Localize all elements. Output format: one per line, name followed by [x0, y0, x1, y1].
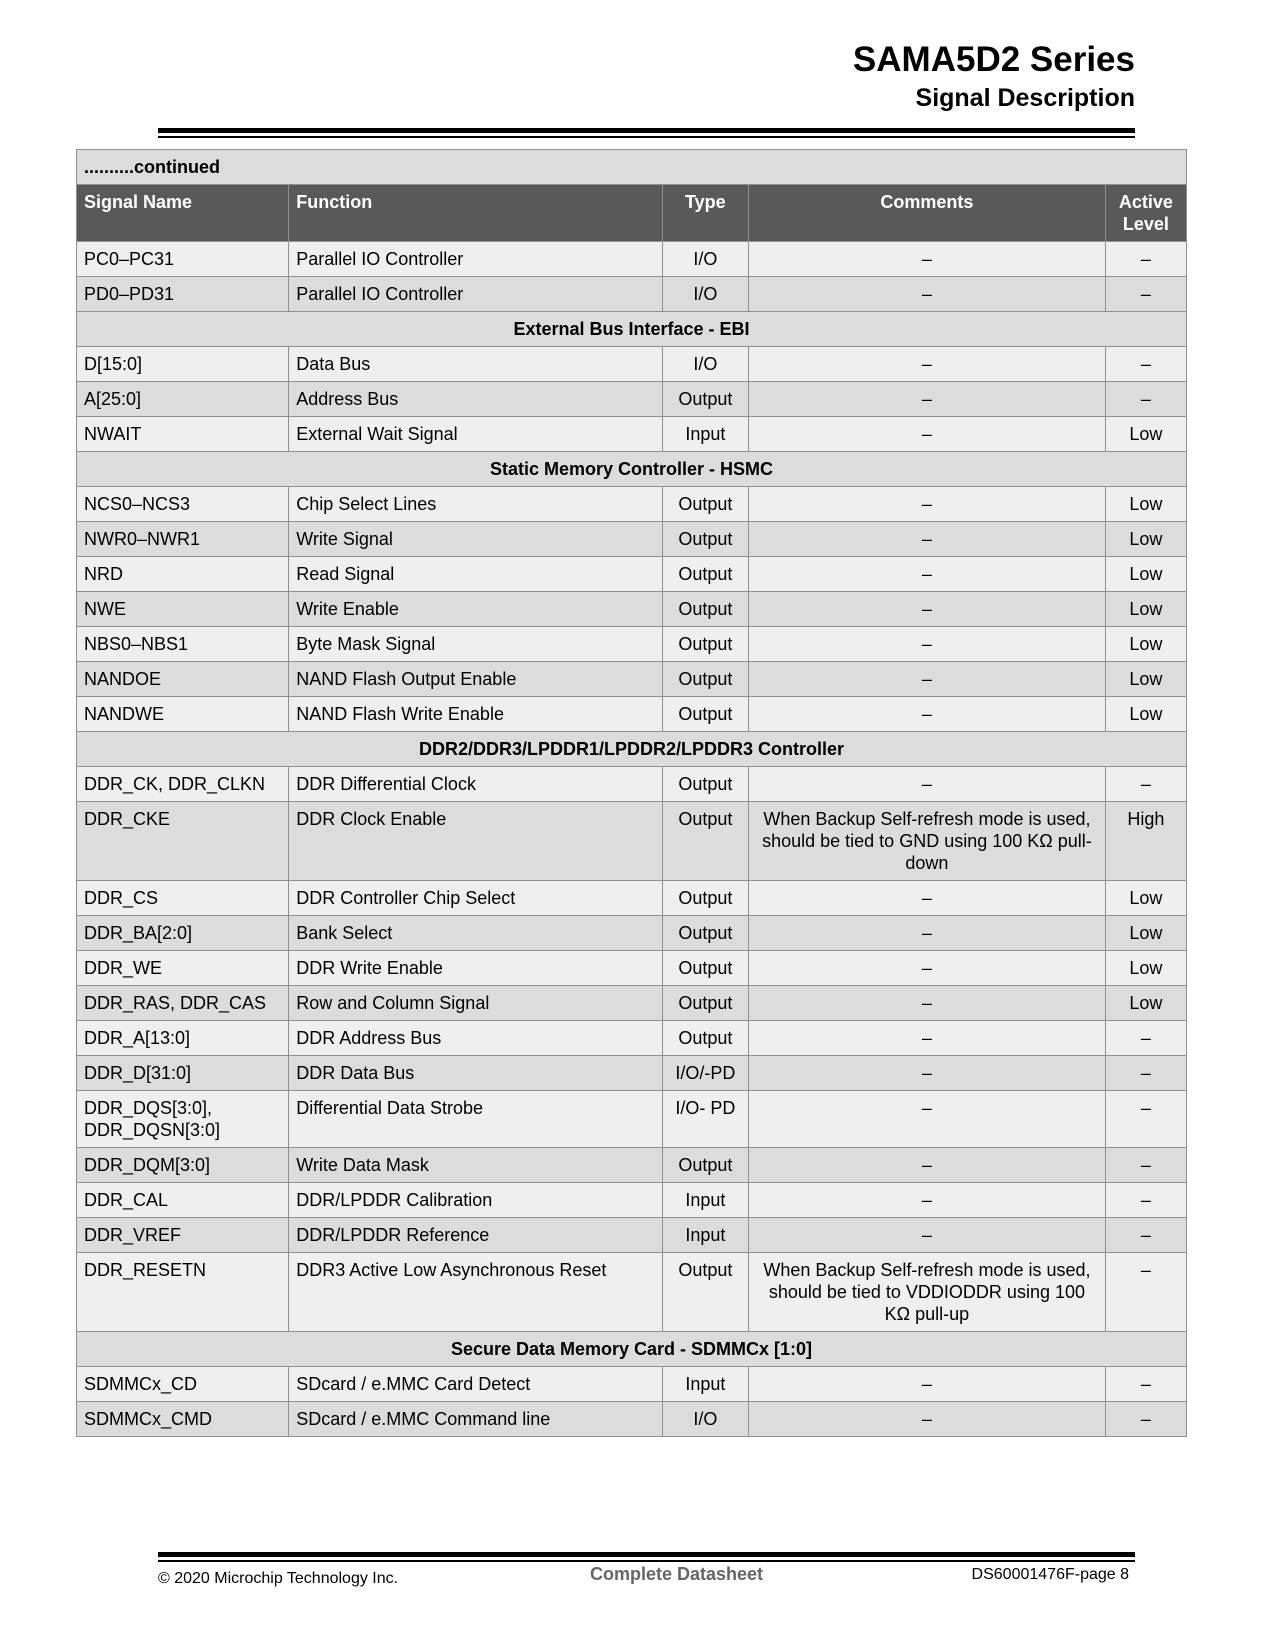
cell-signal-name: DDR_CS: [77, 881, 289, 916]
cell-function: Bank Select: [289, 916, 662, 951]
cell-comments: –: [749, 1021, 1106, 1056]
table-row: [77, 277, 1187, 312]
table-row: [77, 347, 1187, 382]
cell-type: Output: [662, 881, 748, 916]
cell-active-level: Low: [1105, 592, 1186, 627]
section-title: Secure Data Memory Card - SDMMCx [1:0]: [77, 1332, 1187, 1367]
cell-function: DDR Differential Clock: [289, 767, 662, 802]
cell-type: Input: [662, 1367, 748, 1402]
column-header-function: Function: [289, 185, 662, 242]
cell-function: Differential Data Strobe: [289, 1091, 662, 1148]
cell-comments: –: [749, 1402, 1106, 1437]
cell-active-level: –: [1105, 1021, 1186, 1056]
table-row: [77, 1148, 1187, 1183]
cell-type: I/O: [662, 347, 748, 382]
cell-function: Write Signal: [289, 522, 662, 557]
table-row: [77, 417, 1187, 452]
cell-comments: –: [749, 557, 1106, 592]
section-header-row: [77, 452, 1187, 487]
table-row: [77, 627, 1187, 662]
cell-signal-name: DDR_VREF: [77, 1218, 289, 1253]
cell-function: Parallel IO Controller: [289, 242, 662, 277]
table-row: [77, 697, 1187, 732]
section-header-row: [77, 1332, 1187, 1367]
cell-type: Output: [662, 627, 748, 662]
cell-comments: –: [749, 522, 1106, 557]
cell-signal-name: DDR_RAS, DDR_CAS: [77, 986, 289, 1021]
cell-signal-name: DDR_BA[2:0]: [77, 916, 289, 951]
cell-active-level: –: [1105, 1183, 1186, 1218]
cell-function: DDR Address Bus: [289, 1021, 662, 1056]
cell-comments: –: [749, 1183, 1106, 1218]
table-row: [77, 1091, 1187, 1148]
cell-comments: When Backup Self-refresh mode is used, should be tied to GND using 100 KΩ pull-down: [749, 802, 1106, 881]
cell-comments: –: [749, 881, 1106, 916]
cell-type: Output: [662, 662, 748, 697]
cell-signal-name: PC0–PC31: [77, 242, 289, 277]
cell-active-level: Low: [1105, 417, 1186, 452]
cell-comments: –: [749, 277, 1106, 312]
table-row: [77, 986, 1187, 1021]
cell-signal-name: DDR_RESETN: [77, 1253, 289, 1332]
cell-type: Output: [662, 986, 748, 1021]
cell-comments: –: [749, 1148, 1106, 1183]
cell-signal-name: A[25:0]: [77, 382, 289, 417]
cell-function: DDR/LPDDR Reference: [289, 1218, 662, 1253]
cell-signal-name: PD0–PD31: [77, 277, 289, 312]
table-row: [77, 916, 1187, 951]
table-row: [77, 951, 1187, 986]
table-row: [77, 1056, 1187, 1091]
cell-type: Output: [662, 382, 748, 417]
cell-active-level: –: [1105, 242, 1186, 277]
cell-comments: –: [749, 1091, 1106, 1148]
cell-signal-name: DDR_DQS[3:0], DDR_DQSN[3:0]: [77, 1091, 289, 1148]
column-header-type: Type: [662, 185, 748, 242]
cell-function: DDR3 Active Low Asynchronous Reset: [289, 1253, 662, 1332]
cell-type: Output: [662, 802, 748, 881]
cell-function: DDR Write Enable: [289, 951, 662, 986]
cell-function: DDR Clock Enable: [289, 802, 662, 881]
cell-active-level: –: [1105, 1218, 1186, 1253]
cell-signal-name: NRD: [77, 557, 289, 592]
cell-type: Output: [662, 487, 748, 522]
cell-type: I/O- PD: [662, 1091, 748, 1148]
cell-signal-name: SDMMCx_CMD: [77, 1402, 289, 1437]
cell-type: Output: [662, 557, 748, 592]
table-row: [77, 1253, 1187, 1332]
table-row: [77, 592, 1187, 627]
cell-signal-name: DDR_WE: [77, 951, 289, 986]
column-header-signal-name: Signal Name: [77, 185, 289, 242]
column-header-comments: Comments: [749, 185, 1106, 242]
cell-comments: –: [749, 986, 1106, 1021]
cell-comments: –: [749, 487, 1106, 522]
cell-active-level: Low: [1105, 881, 1186, 916]
cell-active-level: –: [1105, 1091, 1186, 1148]
cell-function: Address Bus: [289, 382, 662, 417]
cell-function: DDR Controller Chip Select: [289, 881, 662, 916]
cell-type: Output: [662, 767, 748, 802]
cell-signal-name: NWAIT: [77, 417, 289, 452]
cell-signal-name: DDR_DQM[3:0]: [77, 1148, 289, 1183]
table-row: [77, 1402, 1187, 1437]
cell-type: Output: [662, 1148, 748, 1183]
cell-function: Row and Column Signal: [289, 986, 662, 1021]
cell-signal-name: NANDOE: [77, 662, 289, 697]
cell-comments: –: [749, 916, 1106, 951]
cell-function: SDcard / e.MMC Card Detect: [289, 1367, 662, 1402]
cell-type: Output: [662, 916, 748, 951]
cell-function: Data Bus: [289, 347, 662, 382]
table-row: [77, 802, 1187, 881]
table-row: [77, 767, 1187, 802]
table-row: [77, 487, 1187, 522]
cell-type: Output: [662, 697, 748, 732]
cell-active-level: Low: [1105, 627, 1186, 662]
cell-active-level: –: [1105, 382, 1186, 417]
footer-rule: [158, 1552, 1135, 1557]
signal-description-table: [76, 149, 1187, 1437]
cell-signal-name: NCS0–NCS3: [77, 487, 289, 522]
cell-active-level: Low: [1105, 986, 1186, 1021]
document-title: SAMA5D2 Series: [852, 40, 1135, 79]
table-row: [77, 1367, 1187, 1402]
cell-signal-name: DDR_CAL: [77, 1183, 289, 1218]
table-row: [77, 662, 1187, 697]
cell-comments: –: [749, 347, 1106, 382]
table-row: [77, 557, 1187, 592]
cell-active-level: Low: [1105, 951, 1186, 986]
cell-active-level: –: [1105, 1402, 1186, 1437]
cell-type: I/O/-PD: [662, 1056, 748, 1091]
cell-comments: –: [749, 627, 1106, 662]
cell-signal-name: SDMMCx_CD: [77, 1367, 289, 1402]
cell-signal-name: NANDWE: [77, 697, 289, 732]
section-subtitle: Signal Description: [915, 84, 1135, 112]
cell-function: Chip Select Lines: [289, 487, 662, 522]
cell-comments: –: [749, 242, 1106, 277]
cell-active-level: –: [1105, 767, 1186, 802]
cell-signal-name: DDR_D[31:0]: [77, 1056, 289, 1091]
cell-signal-name: NWE: [77, 592, 289, 627]
cell-active-level: Low: [1105, 916, 1186, 951]
cell-active-level: Low: [1105, 557, 1186, 592]
footer-rule-thin: [158, 1560, 1135, 1562]
column-header-active-level: Active Level: [1105, 185, 1186, 242]
table-header-row: [77, 185, 1187, 242]
cell-signal-name: DDR_CK, DDR_CLKN: [77, 767, 289, 802]
cell-signal-name: D[15:0]: [77, 347, 289, 382]
cell-type: I/O: [662, 277, 748, 312]
cell-comments: –: [749, 1218, 1106, 1253]
cell-function: DDR Data Bus: [289, 1056, 662, 1091]
cell-comments: –: [749, 1056, 1106, 1091]
section-header-row: [77, 312, 1187, 347]
cell-function: Read Signal: [289, 557, 662, 592]
cell-function: NAND Flash Output Enable: [289, 662, 662, 697]
cell-type: Output: [662, 951, 748, 986]
header-rule-thin: [158, 136, 1135, 138]
cell-active-level: –: [1105, 1148, 1186, 1183]
cell-comments: When Backup Self-refresh mode is used, should be tied to VDDIODDR using 100 KΩ pull-up: [749, 1253, 1106, 1332]
cell-function: DDR/LPDDR Calibration: [289, 1183, 662, 1218]
cell-type: Output: [662, 1021, 748, 1056]
table-row: [77, 1183, 1187, 1218]
cell-active-level: –: [1105, 1367, 1186, 1402]
cell-type: Input: [662, 1218, 748, 1253]
cell-comments: –: [749, 417, 1106, 452]
cell-comments: –: [749, 951, 1106, 986]
cell-active-level: Low: [1105, 522, 1186, 557]
cell-type: I/O: [662, 242, 748, 277]
cell-function: Write Data Mask: [289, 1148, 662, 1183]
table-row: [77, 382, 1187, 417]
footer-page-number: DS60001476F-page 8: [971, 1566, 1129, 1583]
cell-function: SDcard / e.MMC Command line: [289, 1402, 662, 1437]
cell-active-level: Low: [1105, 487, 1186, 522]
cell-active-level: Low: [1105, 697, 1186, 732]
cell-comments: –: [749, 382, 1106, 417]
cell-function: Parallel IO Controller: [289, 277, 662, 312]
cell-type: Input: [662, 417, 748, 452]
cell-type: Output: [662, 592, 748, 627]
table-row: [77, 1021, 1187, 1056]
cell-type: Input: [662, 1183, 748, 1218]
cell-active-level: –: [1105, 1253, 1186, 1332]
cell-function: Byte Mask Signal: [289, 627, 662, 662]
section-title: DDR2/DDR3/LPDDR1/LPDDR2/LPDDR3 Controller: [77, 732, 1187, 767]
cell-active-level: Low: [1105, 662, 1186, 697]
cell-function: External Wait Signal: [289, 417, 662, 452]
cell-active-level: High: [1105, 802, 1186, 881]
section-header-row: [77, 732, 1187, 767]
table-row: [77, 242, 1187, 277]
footer-copyright: © 2020 Microchip Technology Inc.: [158, 1570, 399, 1587]
cell-active-level: –: [1105, 1056, 1186, 1091]
cell-signal-name: NWR0–NWR1: [77, 522, 289, 557]
section-title: External Bus Interface - EBI: [77, 312, 1187, 347]
cell-function: Write Enable: [289, 592, 662, 627]
table-row: [77, 881, 1187, 916]
cell-comments: –: [749, 1367, 1106, 1402]
cell-comments: –: [749, 767, 1106, 802]
cell-signal-name: DDR_CKE: [77, 802, 289, 881]
cell-active-level: –: [1105, 277, 1186, 312]
cell-active-level: –: [1105, 347, 1186, 382]
cell-type: I/O: [662, 1402, 748, 1437]
continued-label: ..........continued: [77, 150, 1187, 185]
footer-doc-type: Complete Datasheet: [590, 1564, 764, 1584]
cell-type: Output: [662, 1253, 748, 1332]
cell-comments: –: [749, 662, 1106, 697]
section-title: Static Memory Controller - HSMC: [77, 452, 1187, 487]
header-rule: [158, 128, 1135, 133]
cell-comments: –: [749, 697, 1106, 732]
table-row: [77, 1218, 1187, 1253]
cell-type: Output: [662, 522, 748, 557]
cell-signal-name: NBS0–NBS1: [77, 627, 289, 662]
cell-comments: –: [749, 592, 1106, 627]
cell-signal-name: DDR_A[13:0]: [77, 1021, 289, 1056]
table-row: [77, 522, 1187, 557]
table-body: [77, 242, 1187, 1437]
cell-function: NAND Flash Write Enable: [289, 697, 662, 732]
